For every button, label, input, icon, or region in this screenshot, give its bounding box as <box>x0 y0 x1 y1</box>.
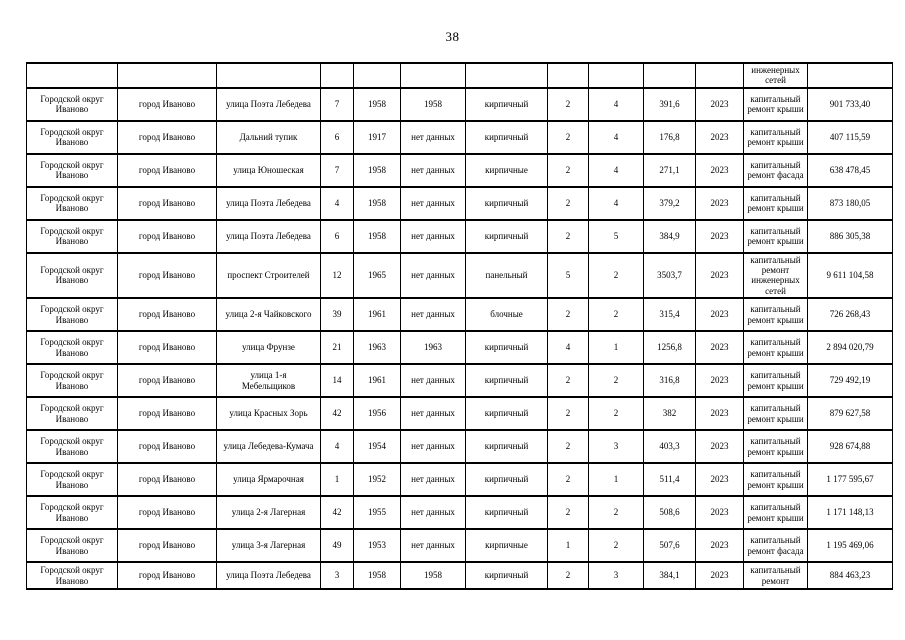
cell-plan-year: 2023 <box>696 562 744 589</box>
table-body <box>27 63 893 589</box>
cell-repair-type: инженерных сетей <box>744 63 808 88</box>
cell-year-built: 1956 <box>354 397 401 430</box>
cell-entrances: 4 <box>589 154 644 187</box>
cell-year-commissioned: нет данных <box>401 253 466 298</box>
table-row <box>27 562 893 589</box>
table-row <box>27 364 893 397</box>
cell-floors: 2 <box>548 88 589 121</box>
cell-street: улица Поэта Лебедева <box>217 220 321 253</box>
cell-repair-type: капитальный ремонт фасада <box>744 154 808 187</box>
cell-city: город Иваново <box>118 463 217 496</box>
cell-city: город Иваново <box>118 220 217 253</box>
cell-wall-material: кирпичный <box>466 121 548 154</box>
cell-municipality: Городской округ Иваново <box>27 121 118 154</box>
cell-city: город Иваново <box>118 397 217 430</box>
cell-wall-material: кирпичный <box>466 88 548 121</box>
cell-entrances: 4 <box>589 121 644 154</box>
cell-municipality <box>27 63 118 88</box>
cell-wall-material: кирпичный <box>466 430 548 463</box>
cell-repair-type: капитальный ремонт крыши <box>744 220 808 253</box>
cell-repair-type: капитальный ремонт крыши <box>744 364 808 397</box>
cell-city: город Иваново <box>118 562 217 589</box>
cell-area: 271,1 <box>644 154 696 187</box>
cell-city: город Иваново <box>118 253 217 298</box>
cell-wall-material: кирпичный <box>466 397 548 430</box>
cell-cost: 873 180,05 <box>808 187 893 220</box>
cell-municipality: Городской округ Иваново <box>27 562 118 589</box>
cell-city: город Иваново <box>118 364 217 397</box>
cell-wall-material: кирпичный <box>466 187 548 220</box>
table-row <box>27 430 893 463</box>
cell-city <box>118 63 217 88</box>
table-row <box>27 529 893 562</box>
cell-municipality: Городской округ Иваново <box>27 397 118 430</box>
cell-street: улица 2-я Чайковского <box>217 298 321 331</box>
table-row-carryover <box>27 63 893 88</box>
cell-wall-material: кирпичные <box>466 529 548 562</box>
cell-year-built: 1954 <box>354 430 401 463</box>
cell-floors: 2 <box>548 430 589 463</box>
cell-repair-type: капитальный ремонт инженерных сетей <box>744 253 808 298</box>
cell-house-number: 39 <box>321 298 354 331</box>
cell-repair-type: капитальный ремонт <box>744 562 808 589</box>
table-row <box>27 88 893 121</box>
cell-plan-year: 2023 <box>696 88 744 121</box>
cell-floors: 2 <box>548 298 589 331</box>
cell-year-built: 1958 <box>354 187 401 220</box>
cell-year-commissioned: нет данных <box>401 154 466 187</box>
cell-plan-year: 2023 <box>696 187 744 220</box>
cell-repair-type: капитальный ремонт крыши <box>744 397 808 430</box>
cell-house-number: 6 <box>321 220 354 253</box>
cell-plan-year: 2023 <box>696 430 744 463</box>
cell-entrances: 1 <box>589 331 644 364</box>
cell-wall-material: кирпичный <box>466 331 548 364</box>
cell-entrances: 2 <box>589 253 644 298</box>
cell-street: улица Юношеская <box>217 154 321 187</box>
cell-street: улица Поэта Лебедева <box>217 562 321 589</box>
cell-entrances: 2 <box>589 496 644 529</box>
cell-city: город Иваново <box>118 298 217 331</box>
cell-entrances: 4 <box>589 187 644 220</box>
cell-municipality: Городской округ Иваново <box>27 529 118 562</box>
cell-cost: 879 627,58 <box>808 397 893 430</box>
cell-year-commissioned: нет данных <box>401 187 466 220</box>
cell-entrances: 1 <box>589 463 644 496</box>
cell-floors: 4 <box>548 331 589 364</box>
cell-year-built <box>354 63 401 88</box>
cell-city: город Иваново <box>118 88 217 121</box>
cell-entrances: 2 <box>589 529 644 562</box>
cell-floors: 2 <box>548 154 589 187</box>
cell-city: город Иваново <box>118 529 217 562</box>
cell-year-built: 1965 <box>354 253 401 298</box>
table-row <box>27 187 893 220</box>
cell-year-commissioned: 1958 <box>401 88 466 121</box>
cell-year-commissioned <box>401 63 466 88</box>
cell-municipality: Городской округ Иваново <box>27 187 118 220</box>
cell-year-built: 1952 <box>354 463 401 496</box>
table-row <box>27 496 893 529</box>
cell-year-built: 1963 <box>354 331 401 364</box>
cell-city: город Иваново <box>118 331 217 364</box>
cell-plan-year: 2023 <box>696 364 744 397</box>
cell-entrances: 2 <box>589 397 644 430</box>
cell-plan-year: 2023 <box>696 154 744 187</box>
cell-cost: 729 492,19 <box>808 364 893 397</box>
cell-cost: 726 268,43 <box>808 298 893 331</box>
cell-year-built: 1961 <box>354 298 401 331</box>
cell-year-built: 1955 <box>354 496 401 529</box>
cell-area: 3503,7 <box>644 253 696 298</box>
cell-city: город Иваново <box>118 496 217 529</box>
cell-floors: 2 <box>548 121 589 154</box>
cell-area: 382 <box>644 397 696 430</box>
cell-street: улица 1-я Мебельщиков <box>217 364 321 397</box>
cell-area: 176,8 <box>644 121 696 154</box>
cell-municipality: Городской округ Иваново <box>27 430 118 463</box>
cell-repair-type: капитальный ремонт крыши <box>744 88 808 121</box>
cell-floors <box>548 63 589 88</box>
cell-area: 384,9 <box>644 220 696 253</box>
cell-house-number: 3 <box>321 562 354 589</box>
cell-repair-type: капитальный ремонт крыши <box>744 430 808 463</box>
cell-plan-year: 2023 <box>696 496 744 529</box>
table-row <box>27 298 893 331</box>
cell-street: улица Поэта Лебедева <box>217 88 321 121</box>
cell-street: улица Красных Зорь <box>217 397 321 430</box>
cell-cost: 2 894 020,79 <box>808 331 893 364</box>
cell-year-commissioned: 1963 <box>401 331 466 364</box>
cell-municipality: Городской округ Иваново <box>27 331 118 364</box>
cell-cost: 1 195 469,06 <box>808 529 893 562</box>
cell-wall-material: кирпичный <box>466 562 548 589</box>
cell-cost: 638 478,45 <box>808 154 893 187</box>
cell-cost <box>808 63 893 88</box>
cell-house-number: 12 <box>321 253 354 298</box>
cell-repair-type: капитальный ремонт крыши <box>744 298 808 331</box>
cell-cost: 1 171 148,13 <box>808 496 893 529</box>
cell-street: улица 2-я Лагерная <box>217 496 321 529</box>
cell-year-built: 1958 <box>354 220 401 253</box>
cell-municipality: Городской округ Иваново <box>27 154 118 187</box>
cell-cost: 407 115,59 <box>808 121 893 154</box>
cell-year-commissioned: нет данных <box>401 364 466 397</box>
cell-cost: 1 177 595,67 <box>808 463 893 496</box>
cell-floors: 2 <box>548 187 589 220</box>
cell-wall-material: кирпичный <box>466 463 548 496</box>
cell-area: 391,6 <box>644 88 696 121</box>
cell-year-built: 1953 <box>354 529 401 562</box>
cell-cost: 901 733,40 <box>808 88 893 121</box>
cell-cost: 884 463,23 <box>808 562 893 589</box>
cell-entrances <box>589 63 644 88</box>
cell-repair-type: капитальный ремонт крыши <box>744 331 808 364</box>
cell-area: 508,6 <box>644 496 696 529</box>
cell-year-commissioned: нет данных <box>401 397 466 430</box>
cell-street: Дальний тупик <box>217 121 321 154</box>
cell-house-number: 49 <box>321 529 354 562</box>
cell-municipality: Городской округ Иваново <box>27 253 118 298</box>
cell-repair-type: капитальный ремонт крыши <box>744 187 808 220</box>
cell-entrances: 5 <box>589 220 644 253</box>
cell-area: 507,6 <box>644 529 696 562</box>
cell-house-number: 7 <box>321 88 354 121</box>
table-row <box>27 397 893 430</box>
table-row <box>27 154 893 187</box>
cell-repair-type: капитальный ремонт крыши <box>744 121 808 154</box>
cell-house-number: 14 <box>321 364 354 397</box>
cell-area: 316,8 <box>644 364 696 397</box>
cell-area: 379,2 <box>644 187 696 220</box>
cell-year-commissioned: нет данных <box>401 121 466 154</box>
cell-house-number: 42 <box>321 496 354 529</box>
cell-area: 315,4 <box>644 298 696 331</box>
cell-entrances: 2 <box>589 298 644 331</box>
cell-house-number: 42 <box>321 397 354 430</box>
cell-wall-material: кирпичный <box>466 496 548 529</box>
cell-year-commissioned: нет данных <box>401 529 466 562</box>
cell-plan-year: 2023 <box>696 463 744 496</box>
cell-year-built: 1961 <box>354 364 401 397</box>
cell-house-number: 7 <box>321 154 354 187</box>
cell-year-commissioned: нет данных <box>401 496 466 529</box>
cell-floors: 2 <box>548 364 589 397</box>
cell-entrances: 4 <box>589 88 644 121</box>
buildings-table <box>26 62 893 590</box>
cell-house-number: 4 <box>321 187 354 220</box>
cell-cost: 9 611 104,58 <box>808 253 893 298</box>
cell-city: город Иваново <box>118 121 217 154</box>
cell-street: улица Фрунзе <box>217 331 321 364</box>
cell-cost: 886 305,38 <box>808 220 893 253</box>
cell-wall-material: кирпичный <box>466 220 548 253</box>
cell-street: улица Лебедева-Кумача <box>217 430 321 463</box>
cell-repair-type: капитальный ремонт крыши <box>744 496 808 529</box>
cell-year-built: 1917 <box>354 121 401 154</box>
cell-floors: 2 <box>548 463 589 496</box>
cell-year-commissioned: нет данных <box>401 430 466 463</box>
cell-floors: 2 <box>548 562 589 589</box>
table-row <box>27 253 893 298</box>
cell-area <box>644 63 696 88</box>
cell-plan-year: 2023 <box>696 220 744 253</box>
cell-plan-year: 2023 <box>696 253 744 298</box>
cell-plan-year <box>696 63 744 88</box>
cell-house-number: 6 <box>321 121 354 154</box>
cell-plan-year: 2023 <box>696 121 744 154</box>
cell-city: город Иваново <box>118 154 217 187</box>
cell-house-number: 4 <box>321 430 354 463</box>
table-row <box>27 463 893 496</box>
cell-street: улица Поэта Лебедева <box>217 187 321 220</box>
cell-entrances: 3 <box>589 562 644 589</box>
cell-street: улица 3-я Лагерная <box>217 529 321 562</box>
cell-entrances: 3 <box>589 430 644 463</box>
cell-area: 511,4 <box>644 463 696 496</box>
cell-wall-material: панельный <box>466 253 548 298</box>
cell-area: 1256,8 <box>644 331 696 364</box>
cell-city: город Иваново <box>118 430 217 463</box>
cell-entrances: 2 <box>589 364 644 397</box>
table-row <box>27 121 893 154</box>
cell-street: улица Ярмарочная <box>217 463 321 496</box>
cell-repair-type: капитальный ремонт фасада <box>744 529 808 562</box>
cell-floors: 1 <box>548 529 589 562</box>
cell-year-commissioned: 1958 <box>401 562 466 589</box>
cell-plan-year: 2023 <box>696 529 744 562</box>
cell-year-commissioned: нет данных <box>401 220 466 253</box>
table-row <box>27 220 893 253</box>
cell-floors: 2 <box>548 397 589 430</box>
cell-year-built: 1958 <box>354 562 401 589</box>
cell-year-built: 1958 <box>354 88 401 121</box>
cell-plan-year: 2023 <box>696 331 744 364</box>
cell-year-commissioned: нет данных <box>401 298 466 331</box>
cell-wall-material: кирпичный <box>466 364 548 397</box>
cell-area: 384,1 <box>644 562 696 589</box>
cell-area: 403,3 <box>644 430 696 463</box>
cell-wall-material: кирпичные <box>466 154 548 187</box>
cell-wall-material <box>466 63 548 88</box>
cell-street <box>217 63 321 88</box>
cell-year-commissioned: нет данных <box>401 463 466 496</box>
table-row <box>27 331 893 364</box>
cell-wall-material: блочные <box>466 298 548 331</box>
page-number: 38 <box>445 29 460 44</box>
cell-house-number <box>321 63 354 88</box>
cell-repair-type: капитальный ремонт крыши <box>744 463 808 496</box>
cell-municipality: Городской округ Иваново <box>27 364 118 397</box>
cell-cost: 928 674,88 <box>808 430 893 463</box>
cell-floors: 5 <box>548 253 589 298</box>
cell-city: город Иваново <box>118 187 217 220</box>
cell-street: проспект Строителей <box>217 253 321 298</box>
cell-floors: 2 <box>548 496 589 529</box>
cell-year-built: 1958 <box>354 154 401 187</box>
cell-house-number: 1 <box>321 463 354 496</box>
cell-municipality: Городской округ Иваново <box>27 298 118 331</box>
cell-municipality: Городской округ Иваново <box>27 463 118 496</box>
cell-municipality: Городской округ Иваново <box>27 88 118 121</box>
cell-plan-year: 2023 <box>696 298 744 331</box>
cell-floors: 2 <box>548 220 589 253</box>
cell-municipality: Городской округ Иваново <box>27 496 118 529</box>
cell-plan-year: 2023 <box>696 397 744 430</box>
cell-house-number: 21 <box>321 331 354 364</box>
cell-municipality: Городской округ Иваново <box>27 220 118 253</box>
